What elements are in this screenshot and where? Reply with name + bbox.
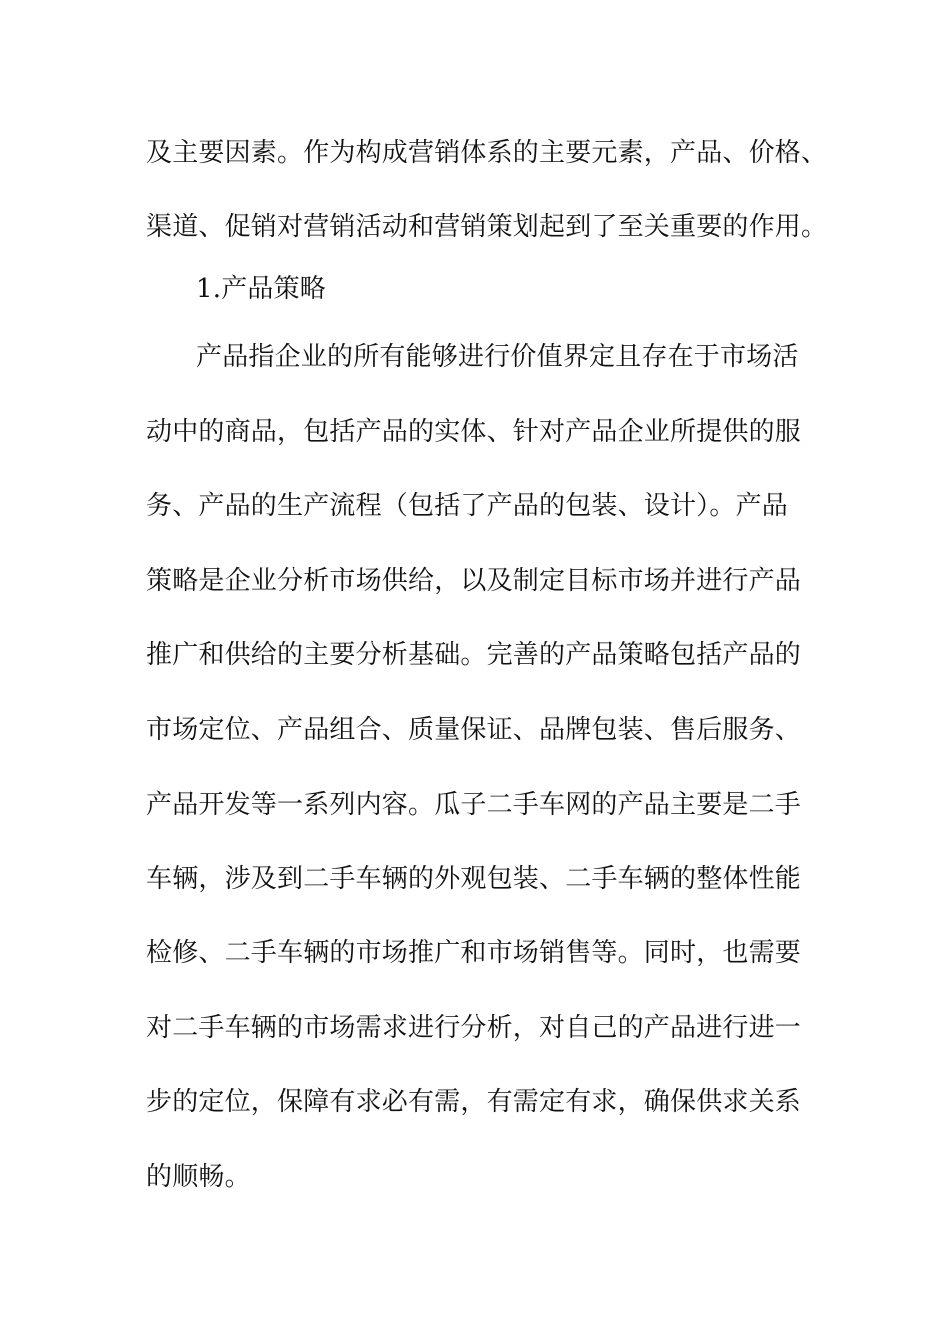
body-text-line: 车辆，涉及到二手车辆的外观包装、二手车辆的整体性能	[146, 864, 802, 894]
body-text-line: 策略是企业分析市场供给，以及制定目标市场并进行产品	[146, 566, 802, 596]
section-heading: 1.产品策略	[196, 274, 327, 304]
body-text-line: 动中的商品，包括产品的实体、针对产品企业所提供的服	[146, 417, 802, 447]
body-text-line: 步的定位，保障有求必有需，有需定有求，确保供求关系	[146, 1087, 802, 1117]
body-text-line: 检修、二手车辆的市场推广和市场销售等。同时，也需要	[146, 938, 802, 968]
body-text-line: 的顺畅。	[146, 1162, 251, 1192]
body-text-line: 渠道、促销对营销活动和营销策划起到了至关重要的作用。	[146, 212, 828, 242]
body-text-line: 产品指企业的所有能够进行价值界定且存在于市场活	[196, 342, 799, 372]
body-text-line: 及主要因素。作为构成营销体系的主要元素，产品、价格、	[146, 138, 828, 168]
body-text-line: 产品开发等一系列内容。瓜子二手车网的产品主要是二手	[146, 790, 802, 820]
body-text-line: 对二手车辆的市场需求进行分析，对自己的产品进行进一	[146, 1013, 802, 1043]
body-text-line: 推广和供给的主要分析基础。完善的产品策略包括产品的	[146, 640, 802, 670]
body-text-line: 市场定位、产品组合、质量保证、品牌包装、售后服务、	[146, 715, 802, 745]
body-text-line: 务、产品的生产流程（包括了产品的包装、设计）。产品	[146, 491, 789, 521]
